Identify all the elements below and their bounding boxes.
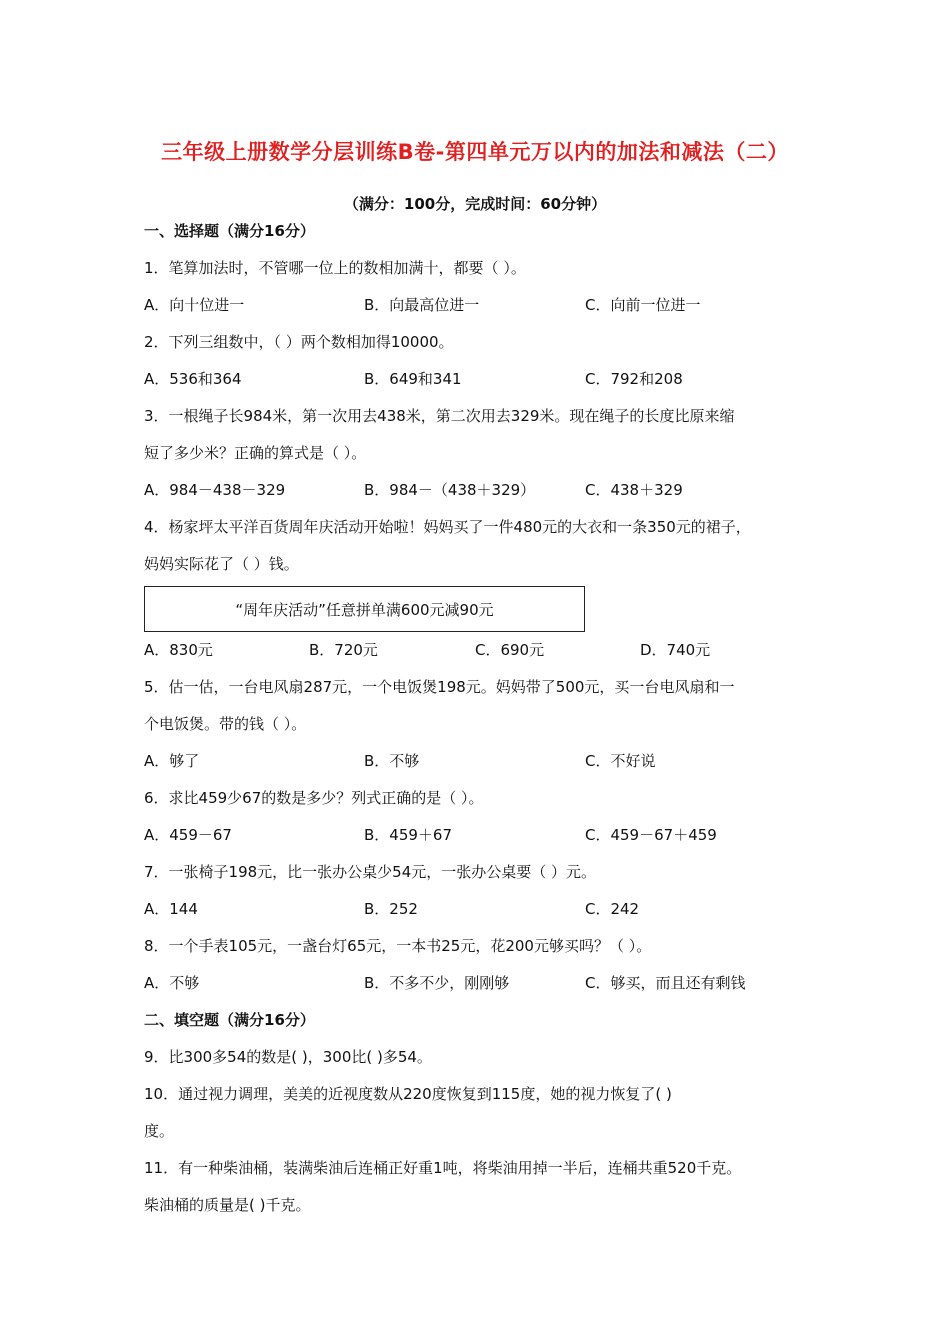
option-c: C．向前一位进一 — [585, 296, 701, 314]
option-b: B．459＋67 — [364, 826, 453, 844]
question-5-line-1: 5．估一估，一台电风扇287元，一个电饭煲198元。妈妈带了500元，买一台电风扇和一 — [144, 678, 735, 696]
score-time-info: （满分：100分，完成时间：60分钟） — [343, 195, 607, 213]
section-heading-choice: 一、选择题（满分16分） — [144, 222, 315, 240]
option-a: A．够了 — [144, 752, 200, 770]
question-6-options — [144, 824, 824, 846]
question-6: 6．求比459少67的数是多少？列式正确的是（ ）。 — [144, 789, 484, 807]
worksheet-title: 三年级上册数学分层训练B卷-第四单元万以内的加法和减法（二） — [161, 140, 789, 164]
option-b: B．不多不少，刚刚够 — [364, 974, 510, 992]
option-b: B．984－（438＋329） — [364, 481, 536, 499]
question-11-line-2: 柴油桶的质量是( )千克。 — [144, 1196, 311, 1214]
option-a: A．不够 — [144, 974, 200, 992]
question-10-line-1: 10．通过视力调理，美美的近视度数从220度恢复到115度，她的视力恢复了( ) — [144, 1085, 672, 1103]
question-3-options — [144, 479, 824, 501]
question-4-line-2: 妈妈实际花了（ ）钱。 — [144, 555, 299, 573]
option-a: A．向十位进一 — [144, 296, 245, 314]
question-3-line-2: 短了多少米？正确的算式是（ ）。 — [144, 444, 367, 462]
question-11-line-1: 11．有一种柴油桶，装满柴油后连桶正好重1吨，将柴油用掉一半后，连桶共重520千克。 — [144, 1159, 742, 1177]
question-1: 1．笔算加法时，不管哪一位上的数相加满十，都要（ ）。 — [144, 259, 526, 277]
question-2: 2．下列三组数中，（ ）两个数相加得10000。 — [144, 333, 454, 351]
option-c: C．够买，而且还有剩钱 — [585, 974, 746, 992]
option-b: B．不够 — [364, 752, 420, 770]
question-7-options — [144, 898, 824, 920]
question-8: 8．一个手表105元，一盏台灯65元，一本书25元，花200元够买吗？（ ）。 — [144, 937, 652, 955]
option-c: C．792和208 — [585, 370, 683, 388]
option-b: B．720元 — [309, 641, 378, 659]
option-b: B．向最高位进一 — [364, 296, 480, 314]
option-a: A．144 — [144, 900, 198, 918]
option-c: C．438＋329 — [585, 481, 683, 499]
option-c: C．不好说 — [585, 752, 656, 770]
question-4-options — [144, 639, 824, 661]
option-a: A．536和364 — [144, 370, 242, 388]
question-2-options — [144, 368, 824, 390]
promotion-text: “周年庆活动”任意拼单满600元减90元 — [235, 600, 494, 619]
option-c: C．242 — [585, 900, 640, 918]
question-7: 7．一张椅子198元，比一张办公桌少54元，一张办公桌要（ ）元。 — [144, 863, 597, 881]
question-8-options — [144, 972, 824, 994]
question-5-options — [144, 750, 824, 772]
option-c: C．690元 — [475, 641, 545, 659]
question-3-line-1: 3．一根绳子长984米，第一次用去438米，第二次用去329米。现在绳子的长度比原来缩 — [144, 407, 735, 425]
option-b: B．252 — [364, 900, 418, 918]
option-d: D．740元 — [640, 641, 711, 659]
option-b: B．649和341 — [364, 370, 462, 388]
question-1-options — [144, 294, 824, 316]
section-heading-fill-blank: 二、填空题（满分16分） — [144, 1011, 315, 1029]
question-10-line-2: 度。 — [144, 1122, 175, 1140]
question-5-line-2: 个电饭煲。带的钱（ ）。 — [144, 715, 307, 733]
option-a: A．830元 — [144, 641, 213, 659]
option-a: A．459－67 — [144, 826, 232, 844]
option-a: A．984－438－329 — [144, 481, 286, 499]
question-9: 9．比300多54的数是( )，300比( )多54。 — [144, 1048, 432, 1066]
option-c: C．459－67＋459 — [585, 826, 717, 844]
promotion-box — [144, 586, 585, 632]
question-4-line-1: 4．杨家坪太平洋百货周年庆活动开始啦！妈妈买了一件480元的大衣和一条350元的裙子， — [144, 518, 751, 536]
